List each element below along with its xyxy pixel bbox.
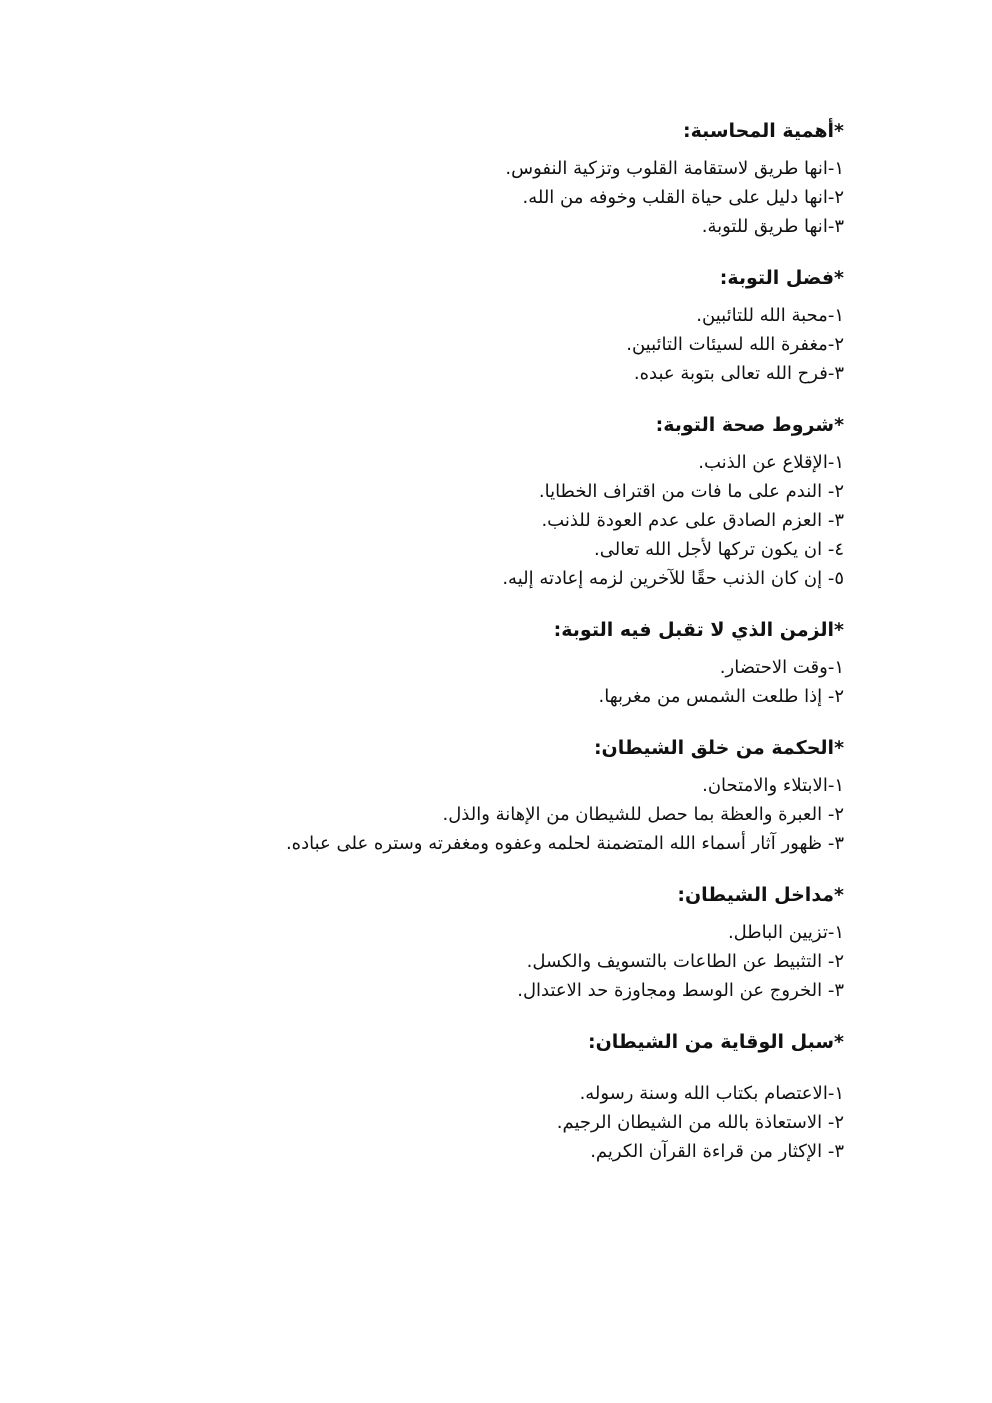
list-item: ٣- ظهور آثار أسماء الله المتضمنة لحلمه وعفوه ومغفرته وستره على عباده. <box>285 833 844 854</box>
item-list <box>60 653 844 711</box>
list-item: ٤- ان يكون تركها لأجل الله تعالى. <box>594 539 844 560</box>
item-list <box>60 771 844 858</box>
section-entrances-of-satan <box>60 878 844 1005</box>
list-item: ١-الابتلاء والامتحان. <box>702 775 844 796</box>
section-conditions-of-repentance <box>60 408 844 593</box>
section-wisdom-of-creating-satan <box>60 731 844 858</box>
list-item: ٣-فرح الله تعالى بتوبة عبده. <box>633 363 844 384</box>
list-item: ٢- الاستعاذة بالله من الشيطان الرجيم. <box>556 1112 844 1133</box>
list-item: ٣- العزم الصادق على عدم العودة للذنب. <box>541 510 844 531</box>
section-heading: *مداخل الشيطان: <box>677 884 844 906</box>
list-item: ٥- إن كان الذنب حقًا للآخرين لزمه إعادته إليه. <box>502 568 844 589</box>
list-item: ٣- الإكثار من قراءة القرآن الكريم. <box>590 1141 844 1162</box>
section-protection-from-satan <box>60 1025 844 1166</box>
item-list <box>60 1079 844 1166</box>
list-item: ١-الإقلاع عن الذنب. <box>698 452 844 473</box>
list-item: ١-محبة الله للتائبين. <box>696 305 844 326</box>
section-heading: *فضل التوبة: <box>719 267 844 289</box>
item-list <box>60 918 844 1005</box>
section-time-repentance-not-accepted <box>60 613 844 711</box>
list-item: ٢-انها دليل على حياة القلب وخوفه من الله. <box>522 187 844 208</box>
section-importance-of-self-accounting <box>60 114 844 241</box>
section-virtue-of-repentance <box>60 261 844 388</box>
list-item: ١-انها طريق لاستقامة القلوب وتزكية النفوس. <box>505 158 844 179</box>
item-list <box>60 448 844 593</box>
list-item: ٢-مغفرة الله لسيئات التائبين. <box>626 334 844 355</box>
section-heading: *شروط صحة التوبة: <box>655 414 844 436</box>
list-item: ٣- الخروج عن الوسط ومجاوزة حد الاعتدال. <box>517 980 844 1001</box>
item-list <box>60 301 844 388</box>
list-item: ١-تزيين الباطل. <box>727 922 844 943</box>
list-item: ٣-انها طريق للتوبة. <box>701 216 844 237</box>
section-heading: *أهمية المحاسبة: <box>682 120 844 142</box>
list-item: ٢- التثبيط عن الطاعات بالتسويف والكسل. <box>526 951 844 972</box>
section-heading: *سبل الوقاية من الشيطان: <box>587 1031 844 1053</box>
list-item: ١-الاعتصام بكتاب الله وسنة رسوله. <box>579 1083 844 1104</box>
list-item: ١-وقت الاحتضار. <box>719 657 844 678</box>
item-list <box>60 154 844 241</box>
list-item: ٢- إذا طلعت الشمس من مغربها. <box>598 686 844 707</box>
section-heading: *الحكمة من خلق الشيطان: <box>593 737 844 759</box>
section-heading: *الزمن الذي لا تقبل فيه التوبة: <box>553 619 844 641</box>
list-item: ٢- العبرة والعظة بما حصل للشيطان من الإهانة والذل. <box>442 804 844 825</box>
list-item: ٢- الندم على ما فات من اقتراف الخطايا. <box>538 481 844 502</box>
